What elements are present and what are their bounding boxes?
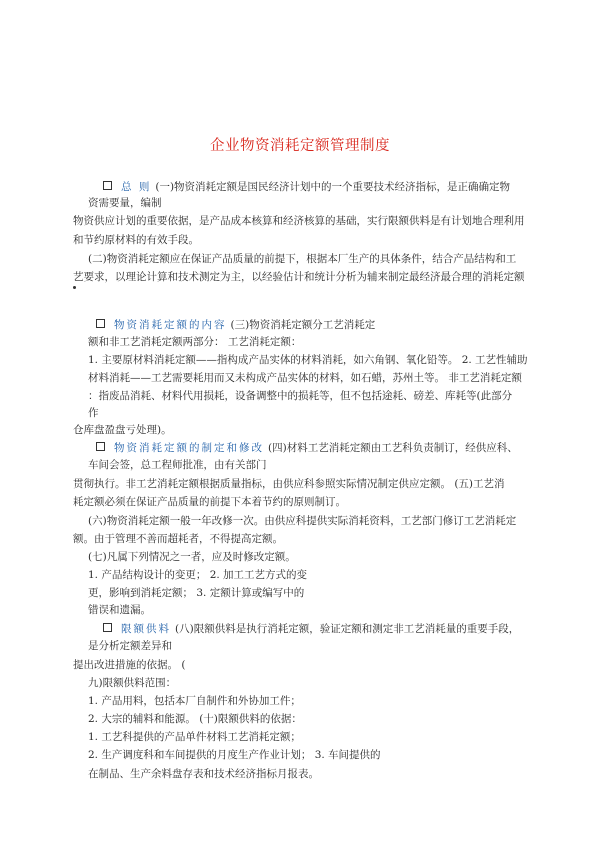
- text-line: 错误和遗漏。: [88, 604, 151, 616]
- square-bullet-icon: [103, 181, 112, 190]
- text-line: 更，影响到消耗定额； 3. 定额计算或编写中的: [88, 587, 305, 599]
- section-content: [96, 318, 375, 332]
- text-line: 九)限额供料范围：: [88, 677, 177, 689]
- text-line: 和节约原材料的有效手段。: [73, 234, 199, 246]
- text-line: (一)物资消耗定额是国民经济计划中的一个重要技术经济指标，是正确确定物: [155, 181, 511, 193]
- section-heading: 限额供料: [121, 623, 171, 635]
- text-line: (三)物资消耗定额分工艺消耗定: [230, 319, 376, 331]
- text-line: (八)限额供料是执行消耗定额，验证定额和测定非工艺消耗量的重要手段，: [175, 623, 520, 635]
- page-title: 企业物资消耗定额管理制度: [210, 138, 390, 154]
- text-line: 1. 产品用料，包括本厂自制件和外协加工件；: [88, 695, 301, 707]
- text-line: 是分析定额差异和: [88, 640, 172, 652]
- text-line: (六)物资消耗定额一般一年改修一次。由供应科提供实际消耗资料，工艺部门修订工艺消耗定: [88, 515, 517, 527]
- square-bullet-icon: [96, 442, 105, 451]
- section-heading: 总 则: [121, 181, 152, 193]
- text-line: 作: [88, 407, 99, 419]
- text-line: 材料消耗——工艺需要耗用而又未构成产品实体的材料，如石蜡，苏州土等。 非工艺消耗定额: [88, 372, 522, 384]
- text-line: (七)凡属下列情况之一者，应及时修改定额。: [88, 551, 296, 563]
- text-line: (四)材料工艺消耗定额由工艺科负责制订，经供应科、: [268, 442, 518, 454]
- text-line: (二)物资消耗定额应在保证产品质量的前提下，根据本厂生产的具体条件，结合产品结构和工: [88, 253, 517, 265]
- section-heading: 物资消耗定额的内容: [114, 319, 227, 331]
- text-line: 1. 产品结构设计的变更； 2. 加工工艺方式的变: [88, 569, 308, 581]
- text-line: 物资供应计划的重要依据，是产品成本核算和经济核算的基础，实行限额供料是有计划地合理利用: [73, 215, 525, 227]
- text-line: 资需要量，编制: [88, 197, 162, 209]
- section-general: [103, 180, 510, 194]
- text-line: 1. 主要原材料消耗定额——指构成产品实体的材料消耗，如六角钢、氧化铅等。 2. 工艺性辅助: [88, 354, 528, 366]
- square-bullet-icon: [103, 623, 112, 632]
- text-line: 2. 生产调度科和车间提供的月度生产作业计划； 3. 车间提供的: [88, 749, 381, 761]
- text-line: 在制品、生产余料盘存表和技术经济指标月报表。: [88, 768, 319, 780]
- text-line: 艺要求，以理论计算和技术测定为主，以经验估计和统计分析为辅来制定最经济最合理的消耗定额: [73, 271, 525, 283]
- text-line: 1. 工艺科提供的产品单件材料工艺消耗定额；: [88, 731, 301, 743]
- text-line: 车间会签，总工程师批准，由有关部门: [88, 459, 267, 471]
- text-line: ：指废品消耗、材料代用损耗，设备调整中的损耗等，但不包括途耗、磅差、库耗等(此部分: [88, 390, 513, 402]
- text-line: 贯彻执行。非工艺消耗定额根据质量指标，由供应科参照实际情况制定供应定额。 (五)工艺消: [73, 478, 505, 490]
- section-formulation: [96, 441, 518, 455]
- text-line: 仓库盘盈盘亏处理)。: [73, 424, 172, 436]
- text-line: 2. 大宗的辅料和能源。 (十)限额供料的依据：: [88, 713, 302, 725]
- text-line: 额和非工艺消耗定额两部分： 工艺消耗定额：: [88, 336, 302, 348]
- square-bullet-icon: [96, 319, 105, 328]
- text-line: 耗定额必须在保证产品质量的前提下本着节约的原则制订。: [73, 496, 346, 508]
- text-line: 提出改进措施的依据。 (: [73, 659, 186, 671]
- period-mark: [73, 286, 76, 289]
- text-line: 额。由于管理不善而超耗者，不得提高定额。: [73, 533, 283, 545]
- section-heading: 物资消耗定额的制定和修改: [114, 442, 264, 454]
- section-quota-supply: [103, 622, 519, 636]
